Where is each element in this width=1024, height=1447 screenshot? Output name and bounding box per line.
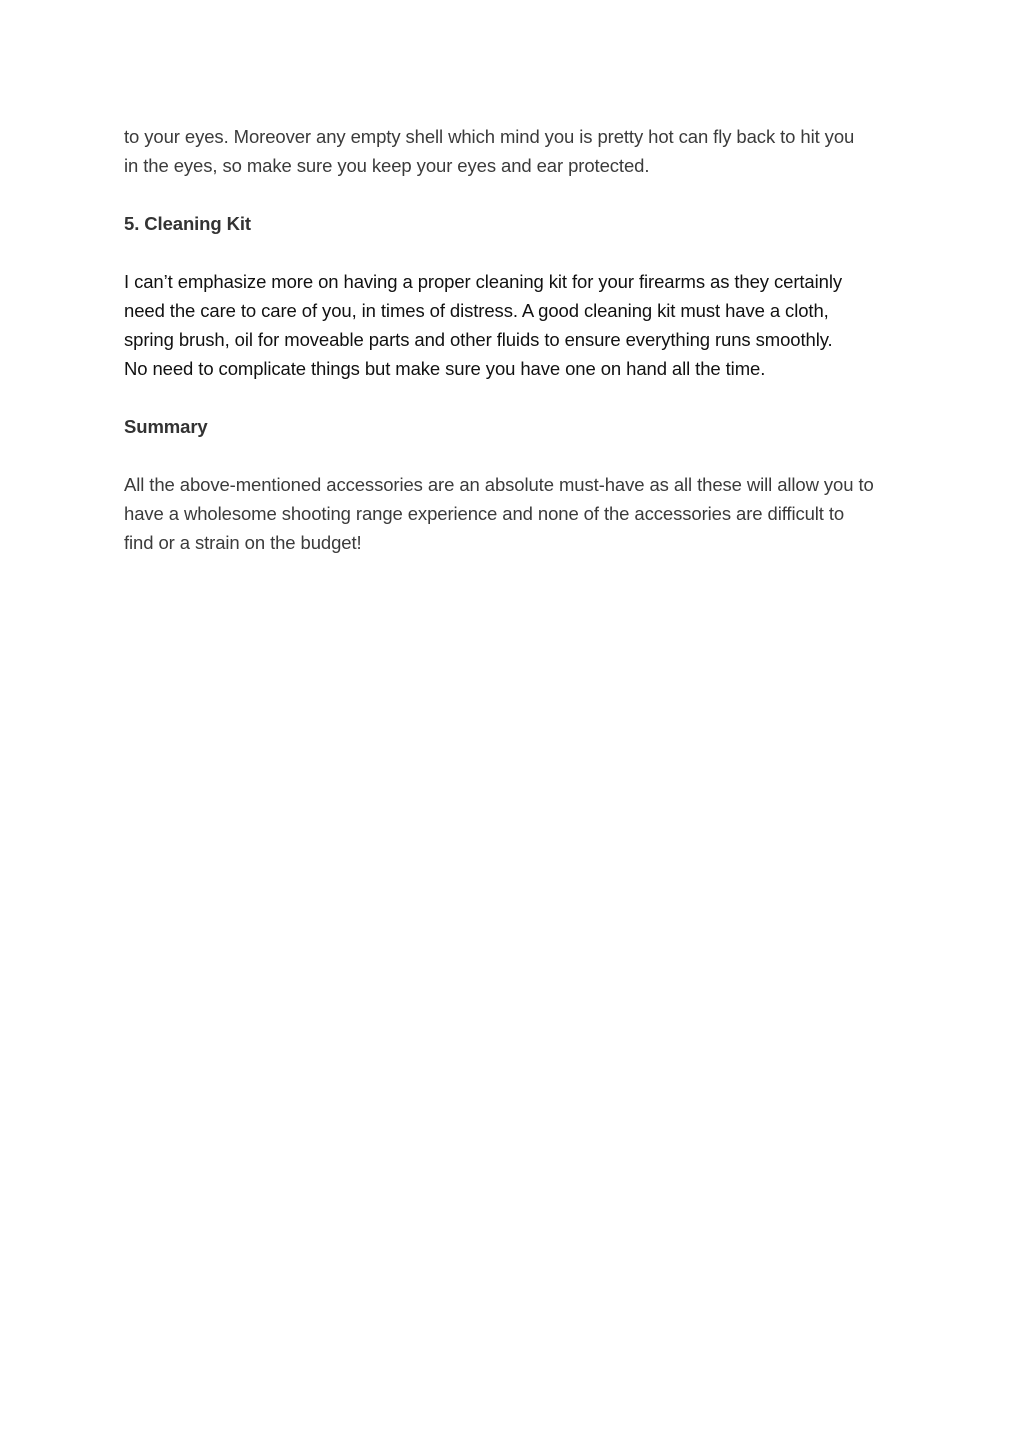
paragraph-line: have a wholesome shooting range experience and none of the accessories are difficult to: [124, 503, 845, 524]
paragraph-line: spring brush, oil for moveable parts and other fluids to ensure everything runs smoothly.: [124, 329, 833, 350]
paragraph-line: find or a strain on the budget!: [124, 532, 362, 553]
cleaning-kit-paragraph: [124, 267, 914, 383]
intro-continued-paragraph: [124, 122, 914, 180]
paragraph-line: All the above-mentioned accessories are an absolute must-have as all these will allow you to: [124, 474, 874, 495]
cleaning-kit-heading: 5. Cleaning Kit: [124, 213, 251, 234]
paragraph-line: No need to complicate things but make sure you have one on hand all the time.: [124, 358, 766, 379]
document-page: [124, 122, 914, 586]
summary-heading: Summary: [124, 416, 208, 437]
paragraph-line: need the care to care of you, in times of distress. A good cleaning kit must have a cloth,: [124, 300, 829, 321]
paragraph-line: I can’t emphasize more on having a proper cleaning kit for your firearms as they certainly: [124, 271, 842, 292]
paragraph-line: to your eyes. Moreover any empty shell which mind you is pretty hot can fly back to hit you: [124, 126, 855, 147]
summary-paragraph: [124, 470, 914, 557]
paragraph-line: in the eyes, so make sure you keep your eyes and ear protected.: [124, 155, 650, 176]
